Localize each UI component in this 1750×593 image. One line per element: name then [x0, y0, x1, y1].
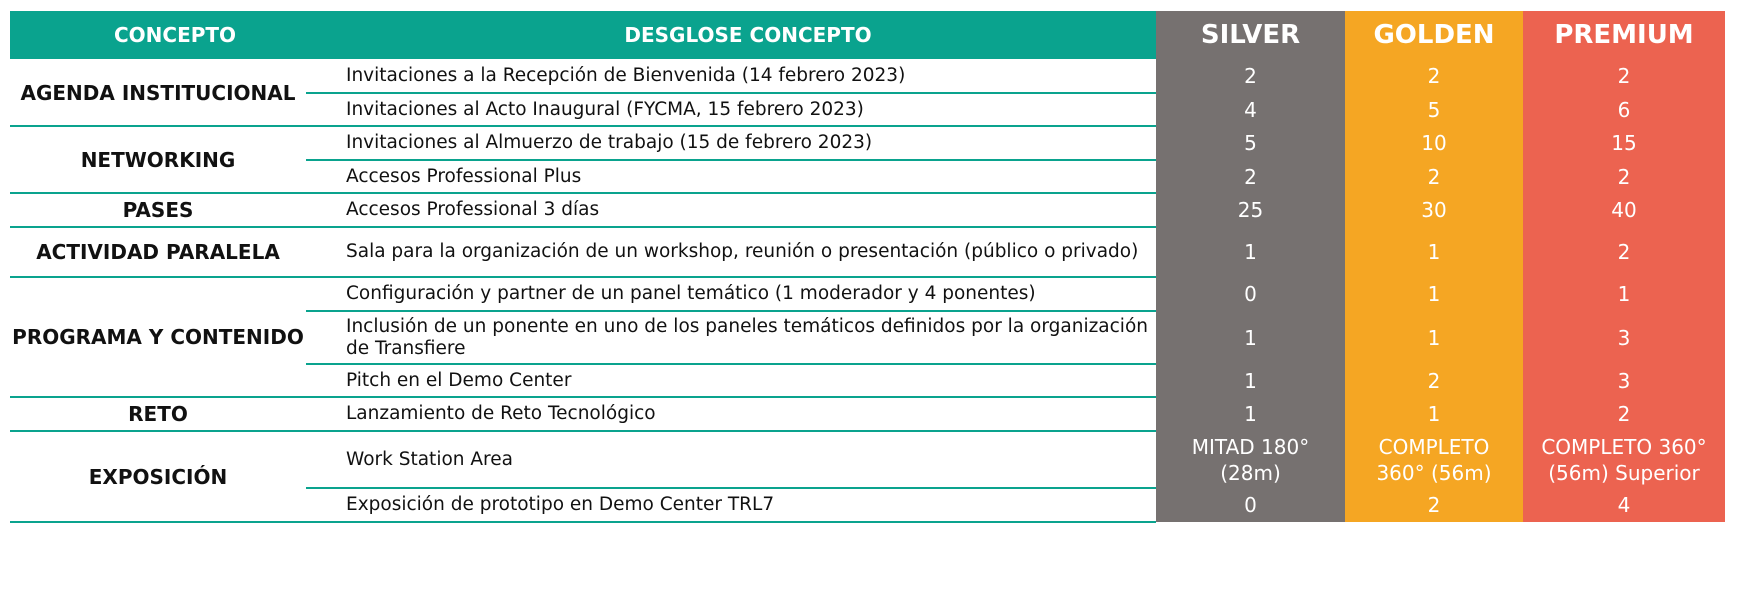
golden-value: 1 [1427, 282, 1441, 306]
desglose-text: Pitch en el Demo Center [346, 369, 572, 391]
premium-value: 1 [1617, 282, 1631, 306]
silver-value: 5 [1244, 131, 1257, 155]
concepto-cell: PROGRAMA Y CONTENIDO [12, 325, 304, 349]
desglose-text: Invitaciones al Almuerzo de trabajo (15 de febrero 2023) [346, 132, 873, 153]
desglose-text: Sala para la organización de un workshop, reunión o presentación (público o privado) [346, 241, 1139, 262]
premium-value: 2 [1617, 402, 1631, 426]
premium-value: 40 [1611, 198, 1637, 222]
desglose-cell [346, 126, 1162, 160]
silver-value: 2 [1244, 64, 1257, 88]
desglose-text: Invitaciones al Acto Inaugural (FYCMA, 15 febrero 2023) [346, 98, 864, 120]
golden-value: 10 [1421, 131, 1447, 155]
desglose-cell [346, 277, 1162, 311]
header-golden: GOLDEN [1345, 11, 1523, 59]
premium-value: 15 [1611, 131, 1637, 155]
desglose-cell [346, 397, 1162, 431]
concepto-cell: AGENDA INSTITUCIONAL [20, 80, 296, 105]
golden-value: 2 [1427, 368, 1441, 393]
concepto-cell: ACTIVIDAD PARALELA [36, 240, 280, 264]
golden-value: 1 [1427, 325, 1441, 350]
premium-value: 3 [1617, 368, 1631, 393]
desglose-cell [346, 364, 1162, 397]
golden-value: 30 [1421, 198, 1447, 222]
desglose-cell [346, 431, 1162, 488]
desglose-text: Inclusión de un ponente en uno de los paneles temáticos definidos por la organización de Transfiere [346, 315, 1148, 359]
golden-value: 2 [1427, 64, 1441, 88]
desglose-text: Work Station Area [346, 448, 513, 470]
golden-value: COMPLETO 360° (56m) [1376, 434, 1492, 485]
silver-value: 25 [1237, 198, 1264, 222]
silver-value: 4 [1244, 97, 1257, 122]
golden-value: 5 [1427, 97, 1441, 122]
header-premium: PREMIUM [1523, 11, 1725, 59]
desglose-text: Exposición de prototipo en Demo Center TRL7 [346, 494, 775, 515]
premium-value: 2 [1617, 240, 1631, 264]
silver-value: 1 [1244, 368, 1257, 393]
silver-value: MITAD 180° (28m) [1191, 434, 1310, 485]
concepto-cell: EXPOSICIÓN [88, 464, 228, 489]
premium-value: 2 [1617, 164, 1631, 189]
concepto-cell: NETWORKING [80, 147, 236, 172]
desglose-cell [346, 93, 1162, 126]
golden-value: 2 [1427, 493, 1441, 517]
desglose-cell [346, 488, 1162, 522]
concepto-cell: PASES [122, 198, 194, 222]
silver-value: 1 [1244, 325, 1257, 350]
premium-value: 3 [1617, 325, 1631, 350]
desglose-text: Accesos Professional Plus [346, 165, 582, 187]
desglose-cell [346, 59, 1162, 93]
desglose-text: Accesos Professional 3 días [346, 199, 600, 220]
header-concepto: CONCEPTO [10, 11, 340, 59]
desglose-cell [346, 311, 1162, 364]
premium-value: 6 [1617, 97, 1631, 122]
desglose-text: Configuración y partner de un panel temático (1 moderador y 4 ponentes) [346, 283, 1036, 304]
silver-value: 1 [1244, 402, 1257, 426]
desglose-text: Invitaciones a la Recepción de Bienvenida (14 febrero 2023) [346, 65, 906, 86]
desglose-cell [346, 160, 1162, 193]
golden-value: 1 [1427, 402, 1441, 426]
premium-value: COMPLETO 360° (56m) Superior [1541, 434, 1707, 485]
premium-value: 2 [1617, 64, 1631, 88]
group-divider [10, 521, 1156, 523]
concepto-cell: RETO [128, 402, 188, 426]
silver-value: 2 [1244, 164, 1257, 189]
golden-value: 2 [1427, 164, 1441, 189]
premium-value: 4 [1617, 493, 1631, 517]
silver-value: 0 [1244, 282, 1257, 306]
silver-value: 0 [1244, 493, 1257, 517]
desglose-text: Lanzamiento de Reto Tecnológico [346, 403, 656, 424]
header-silver: SILVER [1156, 11, 1345, 59]
silver-value: 1 [1244, 240, 1257, 264]
desglose-cell [346, 193, 1162, 227]
desglose-cell [346, 227, 1162, 277]
header-desglose: DESGLOSE CONCEPTO [340, 11, 1156, 59]
golden-value: 1 [1427, 240, 1441, 264]
